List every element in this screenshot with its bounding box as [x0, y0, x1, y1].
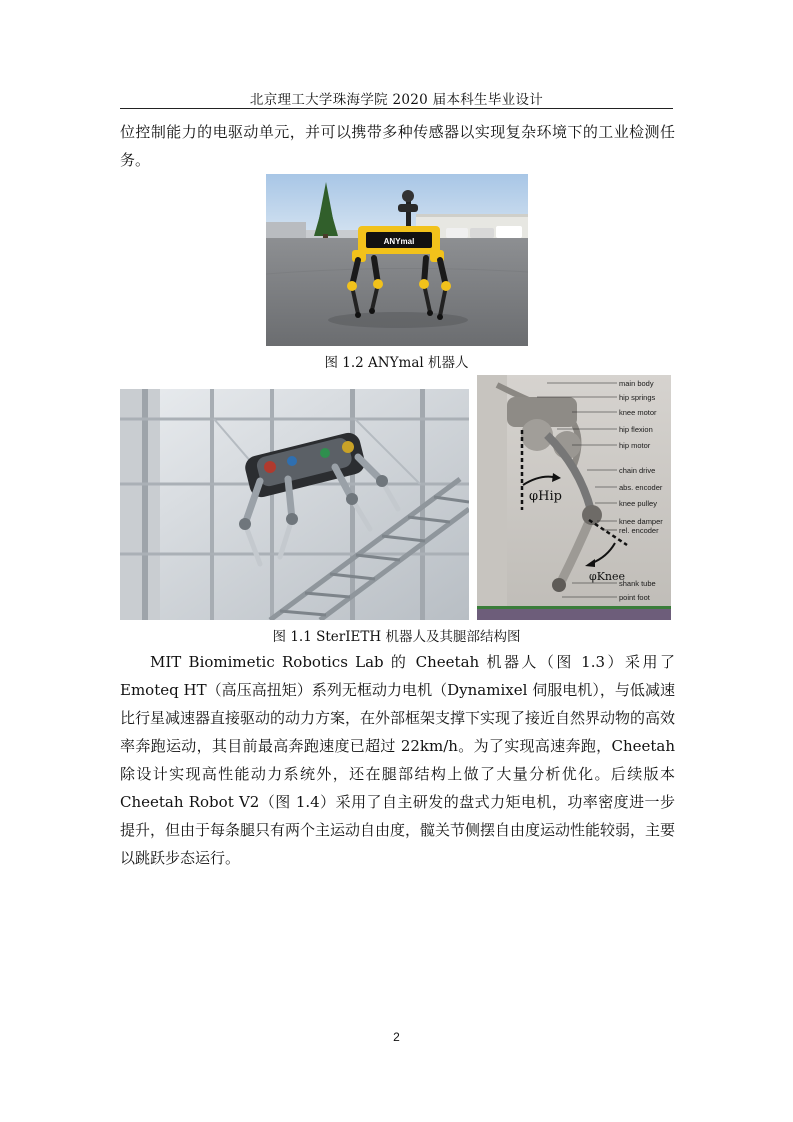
paragraph-2: MIT Biomimetic Robotics Lab 的 Cheetah 机器人（图 1.3）采用了 Emoteq HT（高压高扭矩）系列无框动力电机（Dynamixel 伺服电机），与低减速比行星减速器直接驱动的动力方案，在外部框架支撑下实现了接近自然界动物的高效率奔跑运动，其目前最高奔跑速度已超过 22km/h。为了实现高速奔跑，Cheetah 除设计实现高性能动力系统外，还在腿部结构上做了大量分析优化。后续版本 Cheetah Robot V2（图 1.4）采用了自主研发的盘式力矩电机，功率密度进一步提升，但由于每条腿只有两个主运动自由度，髋关节侧摆自由度运动性能较弱，主要以跳跃步态运行。: [120, 653, 676, 867]
leg-label-knee-motor: knee motor: [619, 408, 657, 417]
leg-label-knee-damper: knee damper: [619, 517, 663, 526]
hip-angle-label: φHip: [529, 489, 562, 504]
anymal-body-label: ANYmal: [383, 237, 415, 246]
sterieth-photo: [120, 389, 469, 620]
knee-angle-label: φKnee: [589, 570, 626, 583]
leg-label-rel-encoder: rel. encoder: [619, 526, 659, 535]
leg-label-main-body: main body: [619, 379, 654, 388]
leg-label-hip-flexion: hip flexion: [619, 425, 653, 434]
figure-1-1-caption: 图 1.1 SterIETH 机器人及其腿部结构图: [272, 629, 521, 645]
anymal-illustration: [266, 174, 528, 346]
leg-label-hip-motor: hip motor: [619, 441, 651, 450]
leg-label-knee-pulley: knee pulley: [619, 499, 657, 508]
anymal-photo: [266, 174, 528, 346]
leg-label-chain-drive: chain drive: [619, 466, 656, 475]
leg-structure-diagram: [477, 375, 671, 620]
leg-label-point-foot: point foot: [619, 593, 650, 602]
paragraph-1: 位控制能力的电驱动单元，并可以携带多种传感器以实现复杂环境下的工业检测任务。: [120, 123, 675, 169]
running-header: 北京理工大学珠海学院 2020 届本科生毕业设计: [249, 92, 544, 108]
leg-structure-svg: [477, 375, 671, 620]
figure-1-2-caption: 图 1.2 ANYmal 机器人: [324, 355, 469, 371]
leg-label-hip-springs: hip springs: [619, 393, 656, 402]
page-number: 2: [393, 1030, 400, 1044]
leg-label-shank-tube: shank tube: [619, 579, 656, 588]
sterieth-illustration: [120, 389, 469, 620]
leg-label-abs-encoder: abs. encoder: [619, 483, 663, 492]
header-rule: [120, 108, 673, 109]
